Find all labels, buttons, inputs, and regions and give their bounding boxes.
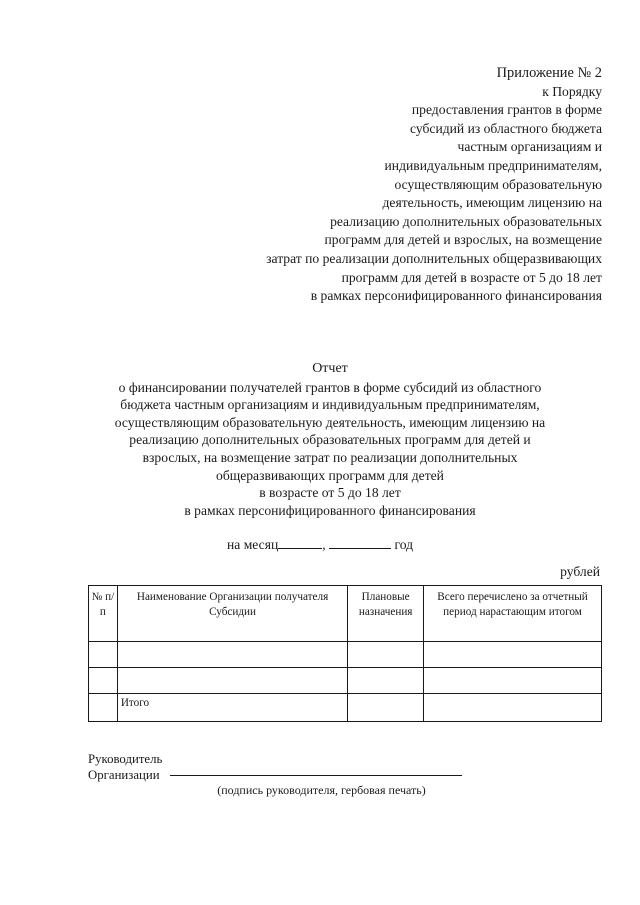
report-title-line: общеразвивающих программ для детей bbox=[216, 467, 444, 483]
table-cell[interactable] bbox=[424, 694, 602, 722]
appendix-line: затрат по реализации дополнительных общеразвивающих bbox=[266, 250, 602, 266]
appendix-line: индивидуальным предпринимателям, bbox=[384, 157, 602, 173]
table-cell[interactable] bbox=[89, 642, 118, 668]
report-title-line: реализацию дополнительных образовательных программ для детей и bbox=[129, 432, 531, 448]
table-cell[interactable] bbox=[89, 668, 118, 694]
report-title-line: о финансировании получателей грантов в форме субсидий из областного bbox=[118, 379, 542, 395]
table-row bbox=[89, 642, 602, 668]
table-header-row bbox=[89, 586, 602, 642]
appendix-line: реализацию дополнительных образовательных bbox=[330, 213, 602, 229]
report-period bbox=[0, 536, 640, 553]
header-number: № п/п bbox=[89, 586, 118, 642]
appendix-line: осуществляющим образовательную bbox=[394, 176, 602, 192]
report-title-line: взрослых, на возмещение затрат по реализации дополнительных bbox=[142, 449, 518, 465]
header-planned: Плановые назначения bbox=[348, 586, 424, 642]
table-cell[interactable] bbox=[117, 668, 347, 694]
appendix-line: деятельность, имеющим лицензию на bbox=[382, 195, 602, 211]
header-total-transferred: Всего перечислено за отчетный период нарастающим итогом bbox=[424, 586, 602, 642]
signature-line[interactable] bbox=[170, 775, 462, 776]
period-separator: , bbox=[322, 537, 326, 552]
header-recipient-name: Наименование Организации получателя Субсидии bbox=[117, 586, 347, 642]
table-cell[interactable] bbox=[348, 668, 424, 694]
year-blank-field[interactable] bbox=[329, 536, 391, 549]
appendix-line: Приложение № 2 bbox=[496, 65, 602, 81]
period-month-label: на месяц bbox=[226, 537, 279, 552]
table-total-row bbox=[89, 694, 602, 722]
appendix-line: программ для детей и взрослых, на возмещение bbox=[324, 232, 602, 248]
signature-role-line2: Организации bbox=[88, 768, 160, 782]
table-cell[interactable] bbox=[424, 642, 602, 668]
appendix-line: к Порядку bbox=[542, 83, 602, 99]
month-blank-field[interactable] bbox=[278, 536, 322, 549]
appendix-header bbox=[182, 64, 602, 306]
appendix-line: программ для детей в возрасте от 5 до 18 лет bbox=[341, 269, 602, 285]
table-cell[interactable] bbox=[89, 694, 118, 722]
appendix-line: предоставления грантов в форме bbox=[411, 102, 602, 118]
table-cell[interactable] bbox=[117, 642, 347, 668]
signature-label bbox=[88, 751, 162, 783]
report-title-line: бюджета частным организациям и индивидуальным предпринимателям, bbox=[120, 397, 540, 413]
signature-note-text: (подпись руководителя, гербовая печать) bbox=[217, 783, 426, 797]
table-cell[interactable] bbox=[348, 642, 424, 668]
report-heading: Отчет bbox=[312, 361, 348, 376]
signature-role-line1: Руководитель bbox=[88, 752, 163, 766]
report-title-line: в рамках персонифицированного финансирования bbox=[184, 502, 476, 518]
table-cell[interactable] bbox=[348, 694, 424, 722]
report-table bbox=[88, 585, 602, 722]
total-label: Итого bbox=[117, 694, 347, 722]
period-year-label: год bbox=[394, 537, 414, 552]
report-title-line: осуществляющим образовательную деятельность, имеющим лицензию на bbox=[114, 414, 546, 430]
table-cell[interactable] bbox=[424, 668, 602, 694]
table-row bbox=[89, 668, 602, 694]
appendix-line: частным организациям и bbox=[457, 139, 602, 155]
report-title-line: в возрасте от 5 до 18 лет bbox=[259, 485, 401, 501]
appendix-line: субсидий из областного бюджета bbox=[410, 120, 602, 136]
currency-unit: рублей bbox=[560, 564, 600, 579]
appendix-line: в рамках персонифицированного финансирования bbox=[310, 288, 602, 304]
report-title bbox=[80, 360, 580, 519]
signature-note bbox=[0, 783, 640, 798]
